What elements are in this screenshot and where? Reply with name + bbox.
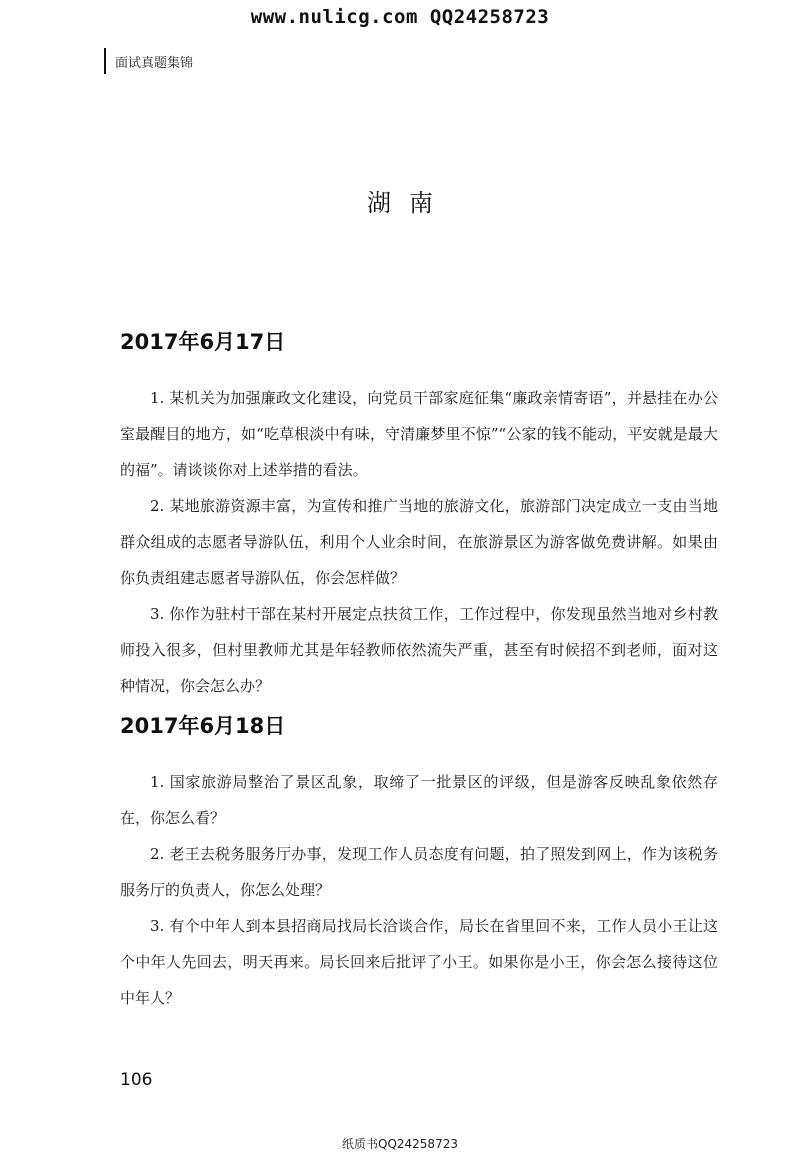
section-date: 2017年6月17日 [120, 330, 286, 354]
region-title: 湖南 [367, 189, 451, 217]
section-2017-06-17 [120, 328, 718, 704]
question-item: 2. 某地旅游资源丰富，为宣传和推广当地的旅游文化，旅游部门决定成立一支由当地群众组成的志愿者导游队伍，利用个人业余时间，在旅游景区为游客做免费讲解。如果由你负责组建志愿者导游队伍，你会怎样做？ [120, 497, 718, 587]
question-list [120, 380, 718, 704]
question-item: 3. 你作为驻村干部在某村开展定点扶贫工作，工作过程中，你发现虽然当地对乡村教师投入很多，但村里教师尤其是年轻教师依然流失严重，甚至有时候招不到老师，面对这种情况，你会怎么办？ [120, 605, 718, 695]
question-item: 1. 国家旅游局整治了景区乱象，取缔了一批景区的评级，但是游客反映乱象依然存在，你怎么看？ [120, 773, 718, 827]
top-watermark: www.nulicg.com QQ24258723 [250, 6, 550, 28]
question-list [120, 764, 718, 1016]
question-item: 1. 某机关为加强廉政文化建设，向党员干部家庭征集“廉政亲情寄语”，并悬挂在办公室最醒目的地方，如“吃草根淡中有味，守清廉梦里不惊”“公家的钱不能动，平安就是最大的福”。请谈谈你对上述举措的看法。 [120, 389, 718, 479]
running-header: 面试真题集锦 [115, 56, 194, 71]
section-date: 2017年6月18日 [120, 714, 286, 738]
header-divider [104, 48, 106, 74]
page-number: 106 [120, 1070, 153, 1090]
section-2017-06-18 [120, 712, 718, 1016]
question-item: 2. 老王去税务服务厅办事，发现工作人员态度有问题，拍了照发到网上，作为该税务服务厅的负责人，你怎么处理？ [120, 845, 718, 899]
bottom-watermark: 纸质书QQ24258723 [342, 1137, 458, 1151]
question-item: 3. 有个中年人到本县招商局找局长洽谈合作，局长在省里回不来，工作人员小王让这个中年人先回去，明天再来。局长回来后批评了小王。如果你是小王，你会怎么接待这位中年人？ [120, 917, 718, 1007]
